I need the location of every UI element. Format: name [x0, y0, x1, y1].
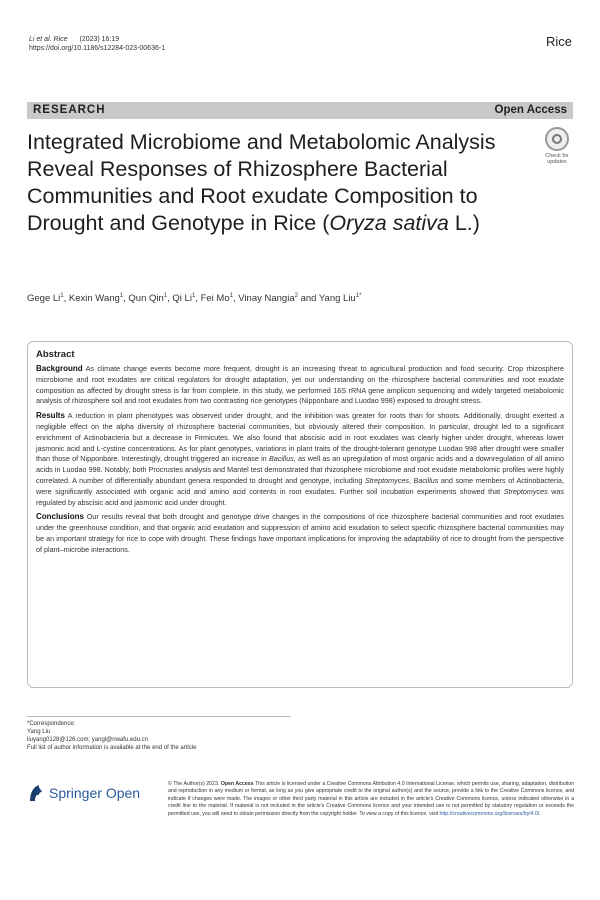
citation: Li et al. Rice: [29, 36, 68, 43]
conclusions-label: Conclusions: [36, 512, 85, 522]
journal-name: Rice: [545, 34, 572, 49]
title-text: Integrated Microbiome and Metabolomic Analysis Reveal Responses of Rhizosphere Bacterial Communities and Root exudate Composition to Drought and Genotype in Rice (: [27, 130, 496, 235]
check-updates-line1: Check for: [545, 153, 569, 159]
results-label: Results: [36, 411, 65, 421]
author[interactable]: Gege Li$^1$: [27, 293, 64, 305]
title-species: Oryza sativa: [329, 211, 449, 235]
author[interactable]: Qi Li$^1$: [172, 293, 196, 305]
author[interactable]: Vinay Nangia$^2$: [238, 293, 298, 305]
check-updates-icon: [545, 127, 569, 151]
publisher-open: Open: [105, 785, 141, 801]
springer-horse-icon: [27, 783, 45, 803]
year-volume: (2023) 16:19: [79, 36, 120, 43]
open-access-label: Open Access: [494, 104, 567, 116]
author[interactable]: Fei Mo$^1$: [200, 293, 233, 305]
author[interactable]: Kexin Wang$^1$: [68, 293, 124, 305]
abstract-results: Results A reduction in plant phenotypes was observed under drought, and the inhibition was greater for roots than for shoots. Additionally, drought exerted a negligible effect on the alpha diversity of rhizosphere bacterial communities, but obviously altered their composition. In particular, drought led to a significant enrichment of Actinobacteria but a decrease in Firmicutes. We also found that abscisic acid in root exudates was clearly higher under drought, whereas lower jasmonic acid and L-cystine concentrations. As for plant genotypes, variations in plant traits of the drought-tolerant genotype Luodao 998 after drought were smaller than those of Nipponbare. Interestingly, drought triggered an increase in Bacillus, as well as an upregulation of most organic acids and a downregulation of all amino acids in Luodao 998. Notably, both Procrustes analysis and Mantel test demonstrated that rhizosphere microbiome and root exudate metabolomic profiles were highly correlated. A number of differentially abundant genera responded to drought and genotype, including Streptomyces, Bacillus and some members of Actinobacteria, were significantly associated with organic acid and amino acid contents in root exudates. Further soil incubation experiments showed that Streptomyces was regulated by abscisic acid and jasmonic acid under drought.: [36, 411, 564, 507]
footnote-divider: [27, 716, 291, 717]
abstract-background: [36, 364, 564, 407]
article-title: [27, 129, 527, 237]
doi-link[interactable]: https://doi.org/10.1186/s12284-023-00636-1: [29, 45, 166, 52]
publisher-name: Springer: [49, 785, 102, 801]
check-updates-line2: updates: [547, 159, 567, 165]
abstract-box: [27, 341, 573, 688]
citation-meta: [29, 35, 165, 53]
license-link[interactable]: http://creativecommons.org/licenses/by/4.0/: [439, 810, 540, 817]
correspondence-emails[interactable]: liuyang0128@126.com; yangl@nwafu.edu.cn: [27, 737, 148, 743]
springer-open-logo: [27, 783, 140, 803]
check-for-updates-button[interactable]: [541, 127, 573, 165]
license-text: © The Author(s) 2023. Open Access This article is licensed under a Creative Commons Attribution 4.0 International License, which permits use, sharing, adaptation, distribution and reproduction in any medium or format, as long as you give appropriate credit to the original author(s) and the source, provide a link to the Creative Commons licence, and indicate if changes were made. The images or other third party material in this article are included in the article's Creative Commons licence, unless indicated otherwise in a credit line to the material. If material is not included in the article's Creative Commons licence and your intended use is not permitted by statutory regulation or exceeds the permitted use, you will need to obtain permission directly from the copyright holder. To view a copy of this licence, visit http://creativecommons.org/licenses/by/4.0/.: [168, 781, 574, 817]
section-label: RESEARCH: [33, 104, 106, 116]
author[interactable]: Qun Qin$^1$: [128, 293, 168, 305]
correspondence: *Correspondence: Yang Liu liuyang0128@126.com; yangl@nwafu.edu.cn Full list of author information is available at the end of the article: [27, 721, 197, 751]
section-bar: [27, 102, 573, 119]
title-end: L.): [448, 211, 480, 235]
background-label: Background: [36, 364, 83, 373]
background-text: As climate change events become more frequent, drought is an increasing threat to agricultural production and food security. Crop rhizosphere microbiome and root exudates are critical regulators for drought adaptation, yet our understanding on the rhizosphere bacterial communities and root exudate composition as affected by drought stress is far from complete. In this study, we performed 16S rRNA gene amplicon sequencing and widely targeted metabolomic analysis of rhizosphere soil and root exudates from two contrasting rice genotypes (Nipponbare and Luodao 998) exposed to drought stress.: [36, 364, 564, 406]
author-list: Gege Li$^1$, Kexin Wang$^1$, Qun Qin$^1$, Qi Li$^1$, Fei Mo$^1$, Vinay Nangia$^2$ and Yang Liu$^{1*}$: [27, 293, 362, 305]
author[interactable]: Yang Liu$^{1*}$: [318, 293, 362, 305]
abstract-heading: Abstract: [36, 349, 75, 360]
abstract-conclusions: [36, 512, 564, 555]
conclusions-text: Our results reveal that both drought and genotype drive changes in the compositions of rice rhizosphere bacterial communities and root exudates under the greenhouse condition, and that organic acid exudation and suppression of amino acid exudation to select specific rhizosphere bacterial communities may be an important strategy for rice to cope with drought. These findings have important implications for improving the adaptability of rice to drought from the perspective of plant–microbe interactions.: [36, 512, 565, 554]
